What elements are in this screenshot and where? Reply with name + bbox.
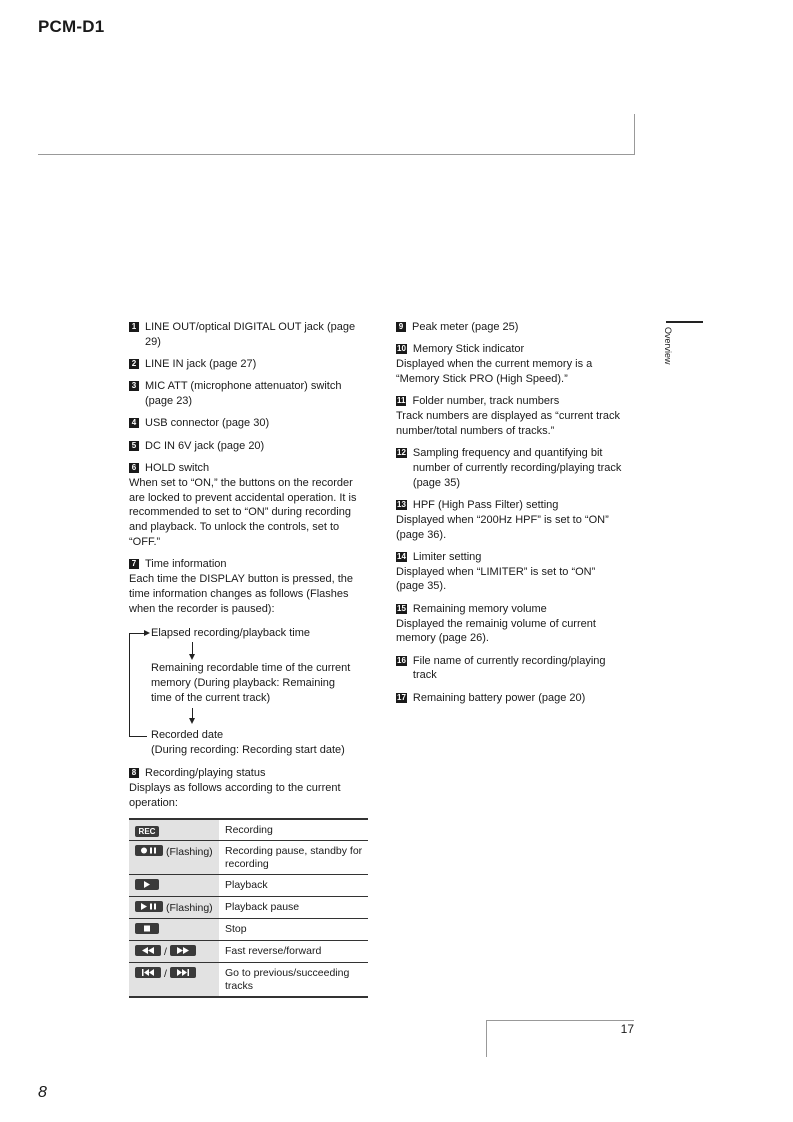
status-icon-cell bbox=[129, 819, 219, 841]
list-item-9 bbox=[396, 320, 626, 335]
left-item-list bbox=[129, 320, 369, 617]
list-item-heading bbox=[396, 654, 626, 684]
list-item-17 bbox=[396, 691, 626, 706]
item-number-badge: 14 bbox=[397, 551, 406, 561]
flow-arrow-2-head bbox=[189, 718, 195, 724]
flow-step-2-line-2: memory (During playback: Remaining bbox=[151, 677, 336, 690]
header-rule bbox=[38, 154, 635, 155]
list-item-heading bbox=[129, 461, 369, 476]
item-number-badge: 13 bbox=[397, 499, 406, 509]
item-number-badge: 4 bbox=[129, 418, 139, 428]
item-title: DC IN 6V jack (page 20) bbox=[145, 439, 265, 452]
flow-loop-line-bottom bbox=[129, 736, 147, 737]
item-title: Memory Stick indicator bbox=[412, 343, 525, 356]
status-icon-cell bbox=[129, 840, 219, 874]
flashing-note: (Flashing) bbox=[166, 845, 213, 858]
fast-forward-icon bbox=[170, 945, 196, 956]
item-title: HOLD switch bbox=[145, 462, 210, 475]
inner-page-number: 17 bbox=[620, 1022, 634, 1036]
page-number: 8 bbox=[38, 1084, 47, 1101]
list-item-heading bbox=[129, 357, 369, 372]
item-number-badge: 2 bbox=[129, 359, 139, 369]
item-title: Remaining battery power (page 20) bbox=[412, 691, 586, 704]
list-item-heading bbox=[396, 550, 626, 565]
item-title: LINE OUT/optical DIGITAL OUT jack (page 29) bbox=[145, 321, 356, 348]
header-rule-vertical bbox=[634, 114, 635, 155]
item-number-badge: 1 bbox=[129, 322, 139, 332]
list-item-heading bbox=[129, 439, 369, 454]
item-description: Displayed when “200Hz HPF” is set to “ON” (page 36). bbox=[396, 513, 609, 541]
list-item-heading bbox=[396, 446, 626, 490]
time-info-flow-diagram bbox=[129, 624, 369, 760]
section-tab-label: Overview bbox=[663, 327, 673, 365]
item-number-badge: 5 bbox=[129, 441, 139, 451]
footer-rule bbox=[486, 1020, 634, 1021]
item-title: USB connector (page 30) bbox=[145, 417, 270, 430]
item-number-badge: 9 bbox=[396, 322, 406, 332]
table-row bbox=[129, 896, 368, 918]
list-item-heading bbox=[396, 602, 626, 617]
list-item-5 bbox=[129, 439, 369, 454]
item-title: Sampling frequency and quantifying bit number of currently recording/playing track (page 35) bbox=[412, 447, 622, 489]
right-item-list bbox=[396, 320, 626, 706]
list-item-heading bbox=[396, 691, 626, 706]
item-description: When set to “ON,” the buttons on the recorder are locked to prevent accidental operation. It is recommended to set to “ON” during recording and playback. To unlock the controls, set to “OFF.” bbox=[129, 476, 357, 549]
item-number-badge: 16 bbox=[397, 655, 406, 665]
list-item-7 bbox=[129, 557, 369, 616]
list-item-2 bbox=[129, 357, 369, 372]
status-label: Go to previous/succeeding tracks bbox=[219, 962, 368, 997]
section-tab bbox=[661, 327, 675, 387]
list-item-heading bbox=[396, 342, 626, 357]
item-number-badge: 7 bbox=[129, 559, 139, 569]
document-model-title: PCM-D1 bbox=[38, 17, 105, 36]
item-title: File name of currently recording/playing track bbox=[412, 654, 606, 682]
item-number-badge: 11 bbox=[397, 396, 406, 406]
item-number-badge: 3 bbox=[129, 381, 139, 391]
list-item-6 bbox=[129, 461, 369, 550]
status-label: Stop bbox=[219, 918, 368, 940]
next-track-icon bbox=[170, 967, 196, 978]
item-title: LINE IN jack (page 27) bbox=[145, 358, 257, 371]
flow-step-2-line-3: time of the current track) bbox=[151, 692, 271, 705]
list-item-8 bbox=[129, 766, 369, 810]
footer-rule-vertical bbox=[486, 1020, 487, 1057]
item-title: MIC ATT (microphone attenuator) switch (page 23) bbox=[145, 380, 342, 408]
right-column bbox=[396, 320, 626, 713]
rec-icon: REC bbox=[135, 826, 159, 837]
item-description: Track numbers are displayed as “current track number/total numbers of tracks.” bbox=[396, 409, 620, 437]
status-label: Fast reverse/forward bbox=[219, 940, 368, 962]
list-item-heading bbox=[129, 557, 369, 572]
list-item-heading bbox=[129, 379, 369, 409]
item-description: Each time the DISPLAY button is pressed, the time information changes as follows (Flashes when the recorder is paused): bbox=[129, 573, 353, 615]
item-number-badge: 8 bbox=[129, 768, 139, 778]
item-title: Recording/playing status bbox=[145, 767, 266, 780]
status-label: Playback bbox=[219, 874, 368, 896]
status-icon-cell bbox=[129, 962, 219, 997]
item-title: Peak meter (page 25) bbox=[412, 321, 519, 333]
flashing-note: (Flashing) bbox=[166, 901, 213, 914]
record-pause-icon bbox=[135, 845, 163, 856]
item-number-badge: 10 bbox=[397, 344, 406, 354]
list-item-heading bbox=[129, 320, 369, 350]
status-label: Playback pause bbox=[219, 896, 368, 918]
list-item-13 bbox=[396, 498, 626, 542]
table-row bbox=[129, 874, 368, 896]
list-item-15 bbox=[396, 602, 626, 646]
table-row bbox=[129, 918, 368, 940]
table-row bbox=[129, 819, 368, 841]
item-description: Displayed when “LIMITER” is set to “ON” (page 35). bbox=[396, 565, 596, 593]
list-item-3 bbox=[129, 379, 369, 409]
table-row bbox=[129, 962, 368, 997]
icon-separator: / bbox=[164, 967, 167, 980]
list-item-heading bbox=[396, 320, 626, 335]
list-item-heading bbox=[129, 416, 369, 431]
play-pause-icon bbox=[135, 901, 163, 912]
flow-arrow-right bbox=[144, 630, 150, 636]
list-item-16 bbox=[396, 654, 626, 684]
status-icon-cell bbox=[129, 940, 219, 962]
flow-step-1: Elapsed recording/playback time bbox=[151, 627, 310, 640]
item-number-badge: 15 bbox=[397, 603, 406, 613]
rewind-icon bbox=[135, 945, 161, 956]
item-description: Displays as follows according to the current operation: bbox=[129, 781, 341, 809]
item-title: Time information bbox=[145, 558, 227, 571]
left-column bbox=[129, 320, 369, 998]
table-row bbox=[129, 940, 368, 962]
item-number-badge: 6 bbox=[129, 463, 139, 473]
item-number-badge: 12 bbox=[397, 448, 406, 458]
status-icon-cell bbox=[129, 874, 219, 896]
item-description: Displayed the remainig volume of current memory (page 26). bbox=[396, 617, 596, 645]
flow-loop-line-top bbox=[129, 633, 145, 634]
play-icon bbox=[135, 879, 159, 890]
list-item-10 bbox=[396, 342, 626, 386]
list-item-12 bbox=[396, 446, 626, 490]
list-item-4 bbox=[129, 416, 369, 431]
list-item-14 bbox=[396, 550, 626, 594]
item-title: HPF (High Pass Filter) setting bbox=[412, 498, 559, 511]
flow-step-3-line-2: (During recording: Recording start date) bbox=[151, 744, 345, 757]
status-label: Recording pause, standby for recording bbox=[219, 840, 368, 874]
stop-icon bbox=[135, 923, 159, 934]
status-label: Recording bbox=[219, 819, 368, 841]
status-icon-cell bbox=[129, 918, 219, 940]
item-number-badge: 17 bbox=[397, 692, 406, 702]
table-row bbox=[129, 840, 368, 874]
flow-step-3-line-1: Recorded date bbox=[151, 729, 224, 742]
flow-loop-line-vertical bbox=[129, 633, 130, 737]
previous-track-icon bbox=[135, 967, 161, 978]
item-title: Folder number, track numbers bbox=[412, 395, 560, 408]
list-item-heading bbox=[129, 766, 369, 781]
list-item-11 bbox=[396, 394, 626, 438]
section-tab-rule bbox=[666, 321, 703, 323]
item-description: Displayed when the current memory is a “Memory Stick PRO (High Speed).” bbox=[396, 358, 593, 385]
item-title: Limiter setting bbox=[412, 550, 482, 563]
flow-step-2-line-1: Remaining recordable time of the current bbox=[151, 662, 351, 675]
status-icon-cell bbox=[129, 896, 219, 918]
list-item-heading bbox=[396, 498, 626, 513]
list-item-heading bbox=[396, 394, 626, 409]
icon-separator: / bbox=[164, 945, 167, 958]
flow-arrow-1-head bbox=[189, 654, 195, 660]
list-item-1 bbox=[129, 320, 369, 350]
status-table bbox=[129, 818, 368, 998]
item-title: Remaining memory volume bbox=[412, 602, 547, 615]
